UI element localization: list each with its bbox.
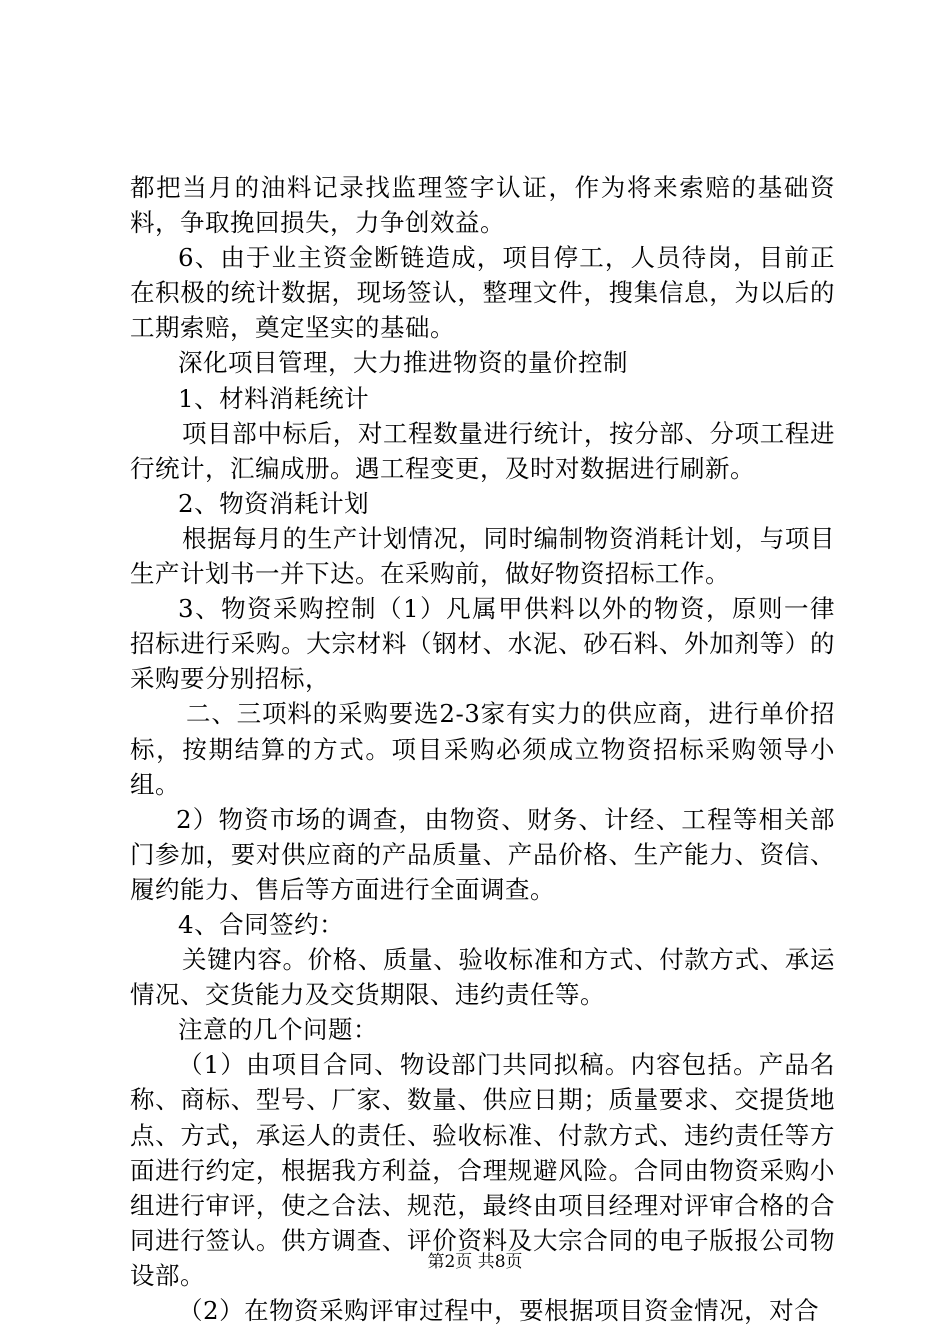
paragraph-procurement-control: 3、物资采购控制（1）凡属甲供料以外的物资，原则一律招标进行采购。大宗材料（钢材、水泥、砂石料、外加剂等）的采购要分别招标，: [130, 594, 835, 694]
paragraph-market-survey: 2）物资市场的调查，由物资、财务、计经、工程等相关部门参加，要对供应商的产品质量、产品价格、生产能力、资信、履约能力、售后等方面进行全面调查。: [130, 804, 835, 904]
subheading-contract-signing: 4、合同签约：: [178, 909, 345, 939]
paragraph-consumption-plan: 根据每月的生产计划情况，同时编制物资消耗计划，与项目生产计划书一并下达。在采购前，做好物资招标工作。: [130, 523, 835, 589]
page-total: 共8页: [477, 1252, 523, 1272]
paragraph-item-6: 6、由于业主资金断链造成，项目停工，人员待岗，目前正在积极的统计数据，现场签认，整理文件，搜集信息，为以后的工期索赔，奠定坚实的基础。: [130, 243, 835, 343]
section-heading-deepen-management: 深化项目管理，大力推进物资的量价控制: [178, 348, 628, 378]
paragraph-note-1: （1）由项目合同、物设部门共同拟稿。内容包括。产品名称、商标、型号、厂家、数量、供应日期；质量要求、交提货地点、方式，承运人的责任、验收标准、付款方式、违约责任等方面进行约定，根据我方利益，合理规避风险。合同由物资采购小组进行审评，使之合法、规范，最终由项目经理对评审合格的合同进行签认。供方调查、评价资料及大宗合同的电子版报公司物设部。: [130, 1050, 835, 1290]
subheading-consumption-plan: 2、物资消耗计划: [178, 488, 370, 518]
document-body: [130, 170, 835, 1328]
paragraph-material-consumption: 项目部中标后，对工程数量进行统计，按分部、分项工程进行统计，汇编成册。遇工程变更，及时对数据进行刷新。: [130, 418, 835, 483]
page-footer: [0, 1247, 950, 1272]
paragraph-key-content: 关键内容。价格、质量、验收标准和方式、付款方式、承运情况、交货能力及交货期限、违约责任等。: [130, 945, 835, 1010]
subheading-material-consumption: 1、材料消耗统计: [178, 383, 370, 413]
paragraph-claims-basis: 都把当月的油料记录找监理签字认证，作为将来索赔的基础资料，争取挽回损失，力争创效益。: [130, 173, 835, 238]
page-number: 第2页: [427, 1252, 473, 1272]
paragraph-note-2: （2）在物资采购评审过程中，要根据项目资金情况，对合: [178, 1296, 820, 1325]
subheading-notes: 注意的几个问题：: [178, 1015, 378, 1045]
paragraph-supplier-selection: 二、三项料的采购要选2-3家有实力的供应商，进行单价招标，按期结算的方式。项目采购必须成立物资招标采购领导小组。: [130, 699, 835, 799]
